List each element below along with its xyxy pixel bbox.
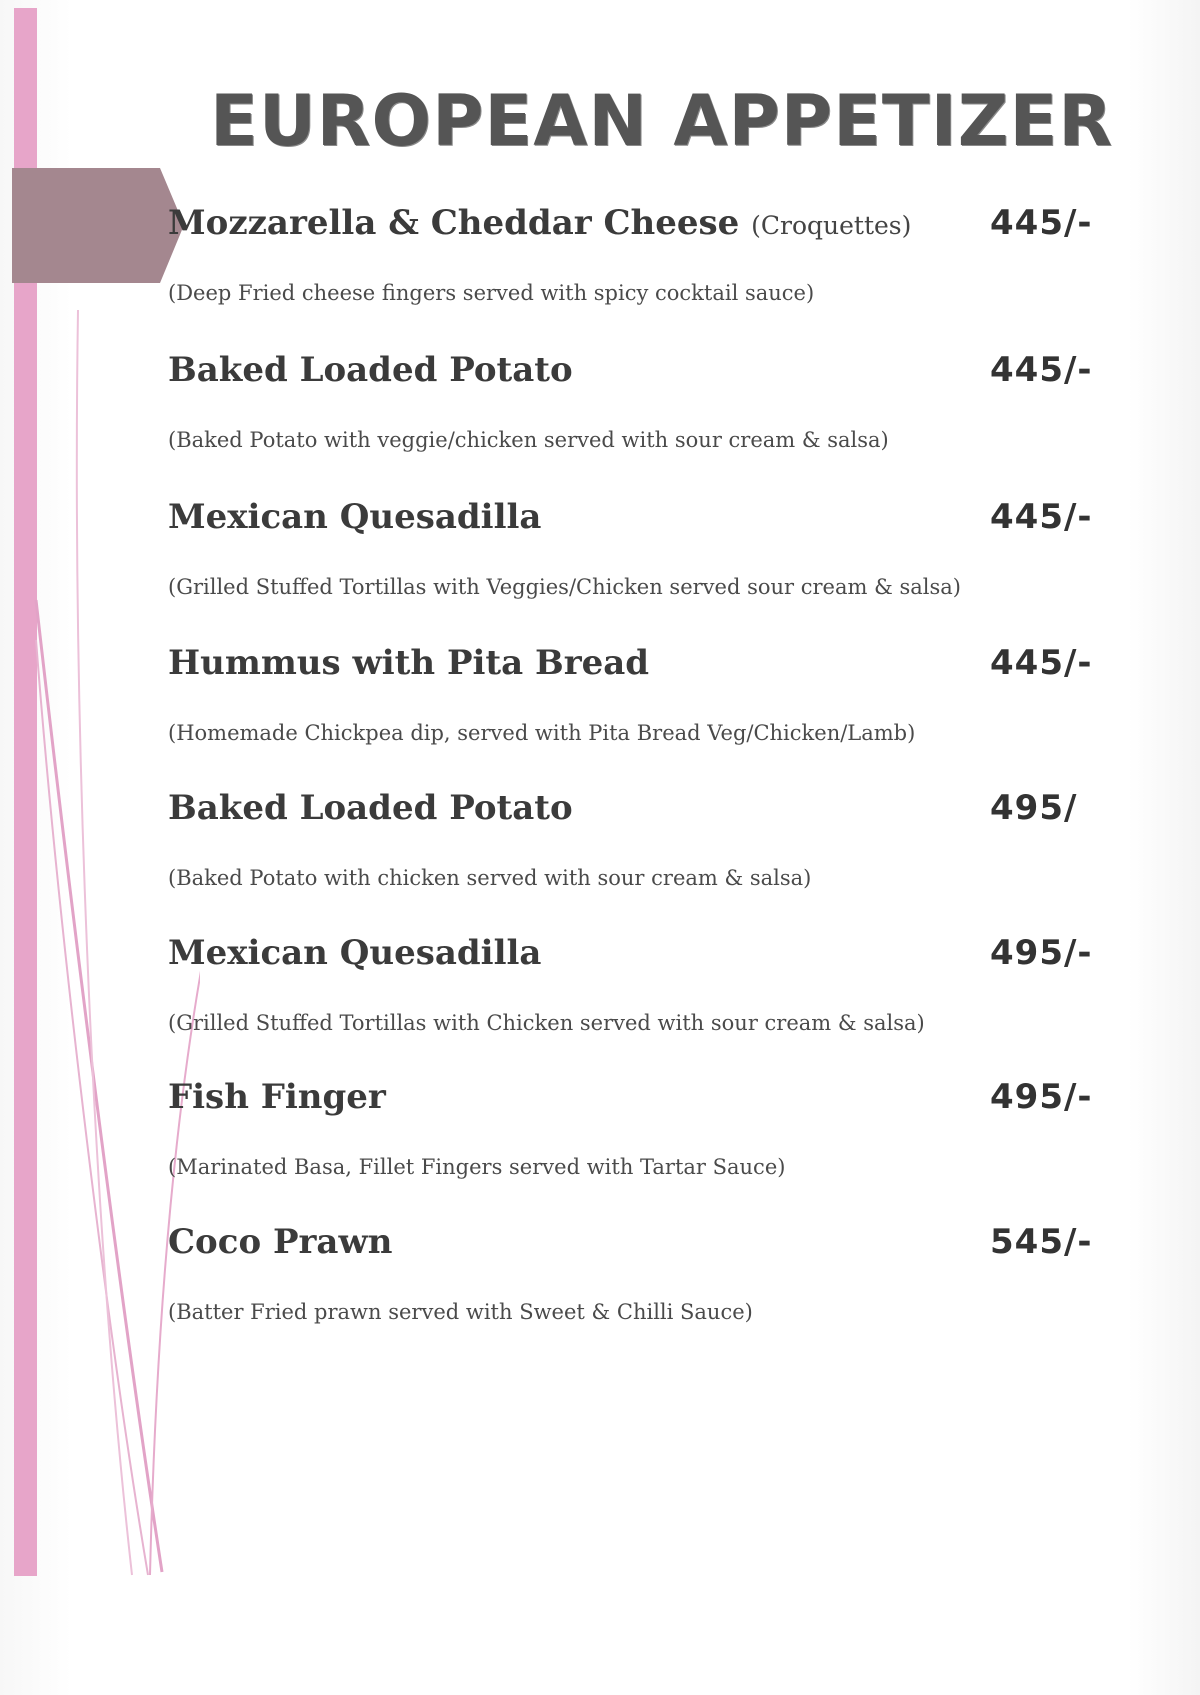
item-description: (Baked Potato with chicken served with sour cream & salsa): [168, 866, 812, 890]
page-title: EUROPEAN APPETIZER: [210, 80, 1114, 162]
item-name: Mexican Quesadilla: [168, 933, 542, 973]
item-note: (Croquettes): [751, 211, 912, 240]
item-name: Baked Loaded Potato: [168, 788, 573, 828]
item-price: 495/-: [990, 933, 1093, 973]
item-description: (Marinated Basa, Fillet Fingers served with Tartar Sauce): [168, 1155, 786, 1179]
item-description: (Grilled Stuffed Tortillas with Veggies/Chicken served sour cream & salsa): [168, 575, 961, 599]
item-description: (Batter Fried prawn served with Sweet & Chilli Sauce): [168, 1300, 753, 1324]
banner-arrow: [12, 168, 184, 283]
item-name: Baked Loaded Potato: [168, 350, 573, 390]
item-name: Mexican Quesadilla: [168, 497, 542, 537]
item-name: Fish Finger: [168, 1077, 386, 1117]
item-price: 495/: [990, 788, 1078, 828]
item-description: (Homemade Chickpea dip, served with Pita Bread Veg/Chicken/Lamb): [168, 721, 916, 745]
item-price: 445/-: [990, 203, 1093, 243]
item-description: (Deep Fried cheese fingers served with spicy cocktail sauce): [168, 281, 815, 305]
item-price: 545/-: [990, 1222, 1093, 1262]
item-price: 495/-: [990, 1077, 1093, 1117]
item-description: (Grilled Stuffed Tortillas with Chicken served with sour cream & salsa): [168, 1011, 925, 1035]
item-price: 445/-: [990, 350, 1093, 390]
item-price: 445/-: [990, 643, 1093, 683]
item-name: Coco Prawn: [168, 1222, 393, 1262]
item-name: Hummus with Pita Bread: [168, 643, 650, 683]
item-price: 445/-: [990, 497, 1093, 537]
item-description: (Baked Potato with veggie/chicken served with sour cream & salsa): [168, 428, 889, 452]
item-name: Mozzarella & Cheddar Cheese (Croquettes): [168, 203, 912, 243]
